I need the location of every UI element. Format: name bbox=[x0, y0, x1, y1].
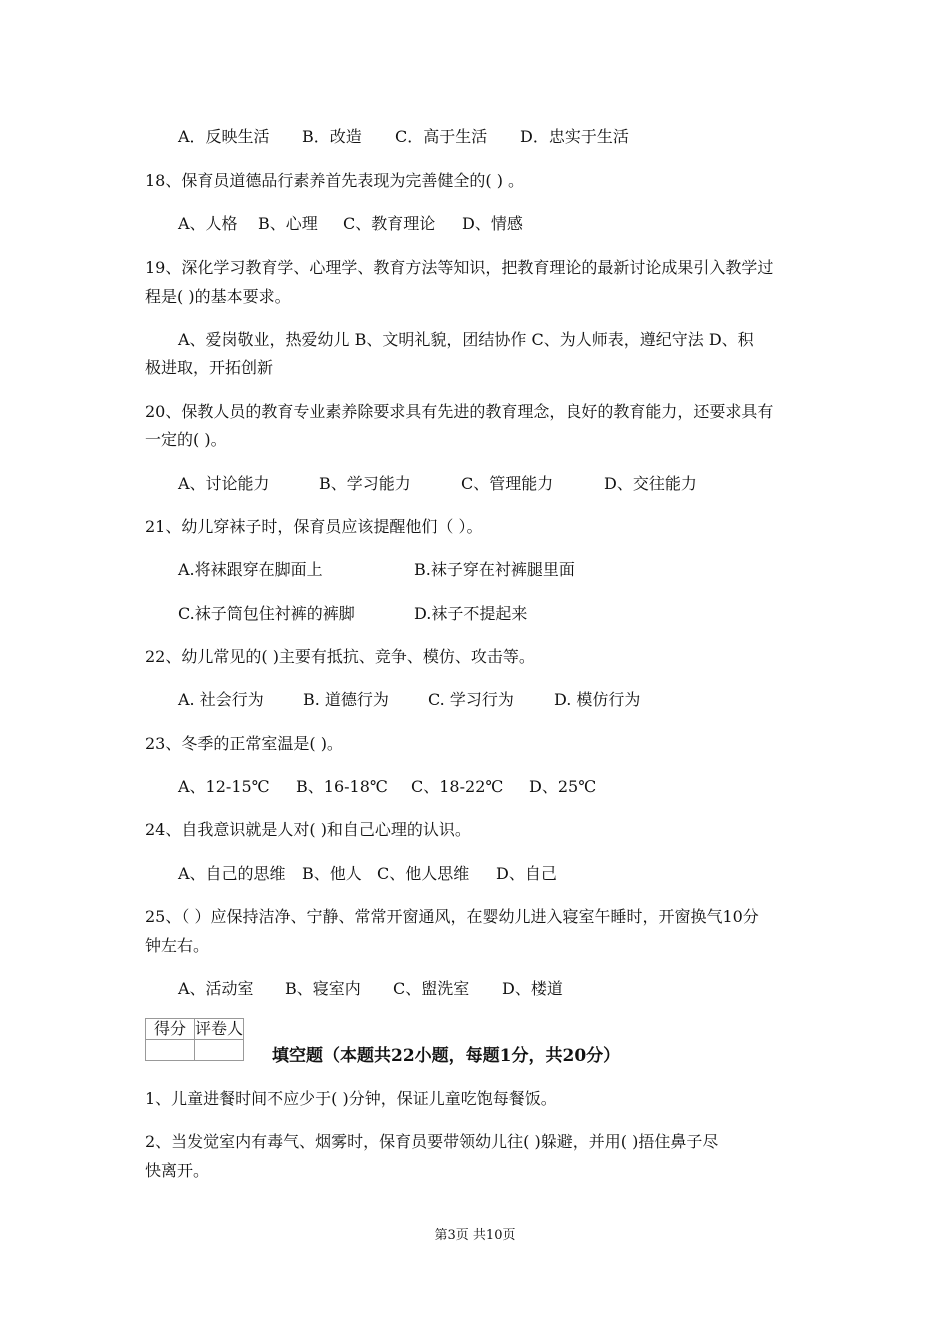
q20-option-b: B、学习能力 bbox=[319, 474, 411, 493]
q23-stem: 23、冬季的正常室温是( )。 bbox=[145, 734, 343, 753]
q18-option-c: C、教育理论 bbox=[343, 214, 436, 233]
q24-option-c: C、他人思维 bbox=[377, 864, 470, 883]
q23-option-b: B、16-18℃ bbox=[296, 777, 388, 796]
fill2-stem-line2: 快离开。 bbox=[145, 1161, 210, 1180]
q20-option-c: C、管理能力 bbox=[461, 474, 554, 493]
q24-stem: 24、自我意识就是人对( )和自己心理的认识。 bbox=[145, 820, 471, 839]
q18-option-d: D、情感 bbox=[462, 214, 523, 233]
q17-option-a: A．反映生活 bbox=[178, 127, 270, 146]
q21-option-a: A.将袜跟穿在脚面上 bbox=[178, 560, 323, 579]
q23-option-c: C、18-22℃ bbox=[411, 777, 504, 796]
q25-option-d: D、楼道 bbox=[502, 979, 563, 998]
q22-option-d: D. 模仿行为 bbox=[554, 690, 641, 709]
q24-option-a: A、自己的思维 bbox=[178, 864, 286, 883]
q19-stem-line1: 19、深化学习教育学、心理学、教育方法等知识，把教育理论的最新讨论成果引入教学过 bbox=[145, 258, 774, 277]
q25-stem-line1: 25、（ ）应保持洁净、宁静、常常开窗通风，在婴幼儿进入寝室午睡时，开窗换气10分 bbox=[145, 907, 759, 926]
q19-options-line1: A、爱岗敬业，热爱幼儿 B、文明礼貌，团结协作 C、为人师表，遵纪守法 D、积 bbox=[178, 330, 754, 349]
q18-option-a: A、人格 bbox=[178, 214, 238, 233]
q17-option-d: D．忠实于生活 bbox=[520, 127, 629, 146]
q20-option-d: D、交往能力 bbox=[604, 474, 697, 493]
q24-option-b: B、他人 bbox=[302, 864, 362, 883]
score-cell bbox=[146, 1040, 195, 1061]
q21-option-b: B.袜子穿在衬裤腿里面 bbox=[414, 560, 575, 579]
q18-stem: 18、保育员道德品行素养首先表现为完善健全的( ) 。 bbox=[145, 171, 525, 190]
grader-cell bbox=[195, 1040, 244, 1061]
q23-option-a: A、12-15℃ bbox=[178, 777, 270, 796]
grader-header: 评卷人 bbox=[195, 1019, 244, 1038]
q25-option-c: C、盥洗室 bbox=[393, 979, 470, 998]
section-title: 填空题（本题共22小题，每题1分，共20分） bbox=[272, 1046, 621, 1066]
q21-option-d: D.袜子不提起来 bbox=[414, 604, 528, 623]
q21-stem: 21、幼儿穿袜子时，保育员应该提醒他们（ ）。 bbox=[145, 517, 483, 536]
q20-stem-line2: 一定的( )。 bbox=[145, 430, 227, 449]
q22-option-c: C. 学习行为 bbox=[428, 690, 514, 709]
score-table bbox=[145, 1018, 244, 1061]
q17-option-b: B．改造 bbox=[302, 127, 362, 146]
q24-option-d: D、自己 bbox=[496, 864, 557, 883]
q25-stem-line2: 钟左右。 bbox=[145, 936, 210, 955]
fill2-stem-line1: 2、当发觉室内有毒气、烟雾时，保育员要带领幼儿往( )躲避，并用( )捂住鼻子尽 bbox=[145, 1132, 719, 1151]
page-footer: 第3页 共10页 bbox=[434, 1228, 516, 1243]
q17-option-c: C．高于生活 bbox=[395, 127, 488, 146]
fill1-stem: 1、儿童进餐时间不应少于( )分钟，保证儿童吃饱每餐饭。 bbox=[145, 1089, 557, 1108]
q22-stem: 22、幼儿常见的( )主要有抵抗、竞争、模仿、攻击等。 bbox=[145, 647, 535, 666]
q20-stem-line1: 20、保教人员的教育专业素养除要求具有先进的教育理念，良好的教育能力，还要求具有 bbox=[145, 402, 774, 421]
q21-option-c: C.袜子筒包住衬裤的裤脚 bbox=[178, 604, 355, 623]
q25-option-b: B、寝室内 bbox=[285, 979, 361, 998]
q22-option-a: A. 社会行为 bbox=[178, 690, 264, 709]
q19-stem-line2: 程是( )的基本要求。 bbox=[145, 287, 291, 306]
q22-option-b: B. 道德行为 bbox=[303, 690, 389, 709]
q23-option-d: D、25℃ bbox=[529, 777, 597, 796]
score-header: 得分 bbox=[146, 1019, 195, 1040]
q20-option-a: A、讨论能力 bbox=[178, 474, 270, 493]
q25-option-a: A、活动室 bbox=[178, 979, 254, 998]
q19-options-line2: 极进取，开拓创新 bbox=[145, 358, 274, 377]
q18-option-b: B、心理 bbox=[258, 214, 318, 233]
